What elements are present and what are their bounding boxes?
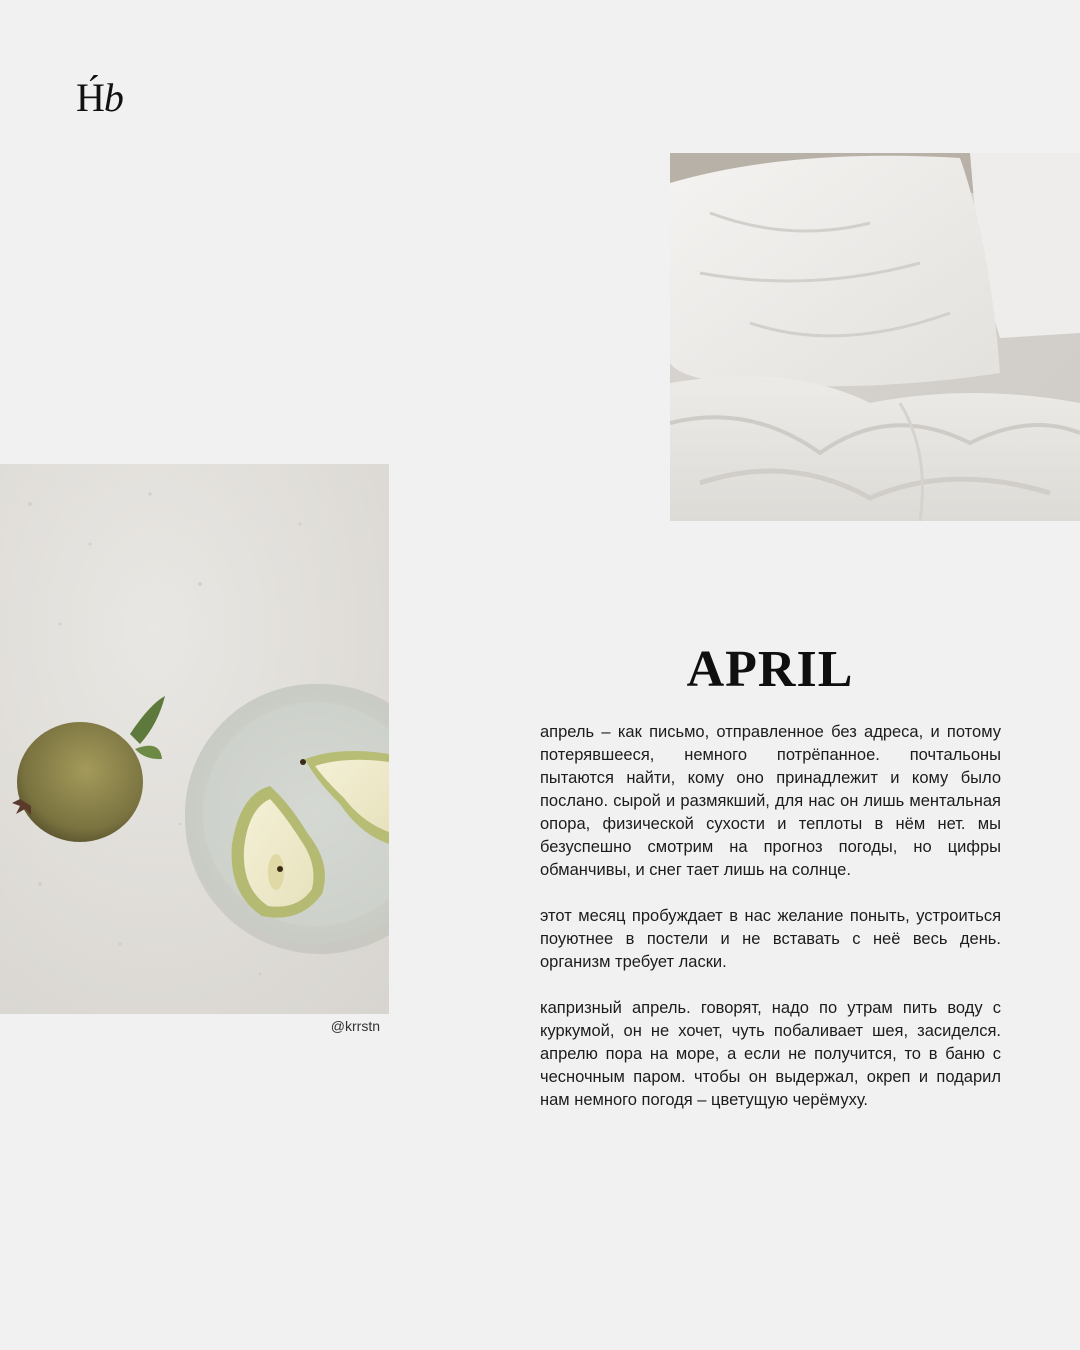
pomegranate-pears-photo: [0, 464, 389, 1014]
photo-credit: @krrstn: [330, 1018, 380, 1034]
paragraph: апрель – как письмо, отправленное без адреса, и потому потерявшееся, немного потрёпанное. почтальоны пытаются найти, кому оно принадлежит и кому было послано. сырой и размякший, для нас он лишь ментальная опора, физической сухости и теплоты в нём нет. мы безуспешно смотрим на прогноз погоды, но цифры обманчивы, и снег тает лишь на солнце.: [540, 723, 1001, 879]
logo-b: b: [103, 75, 123, 120]
logo-h: H́: [76, 75, 104, 120]
logo: [76, 75, 123, 120]
paragraph: капризный апрель. говорят, надо по утрам пить воду с куркумой, он не хочет, чуть побаливает шея, засиделся. апрелю пора на море, а если не получится, то в баню с чесночным паром. чтобы он выдержал, окреп и подарил нам немного погодя – цветущую черёмуху.: [540, 999, 1001, 1109]
bed-linen-photo: [670, 153, 1080, 521]
page-title: APRIL: [686, 641, 854, 698]
paragraph: этот месяц пробуждает в нас желание поныть, устроиться поуютнее в постели и не вставать с неё весь день. организм требует ласки.: [540, 907, 1001, 971]
article-body: [540, 721, 1001, 1135]
